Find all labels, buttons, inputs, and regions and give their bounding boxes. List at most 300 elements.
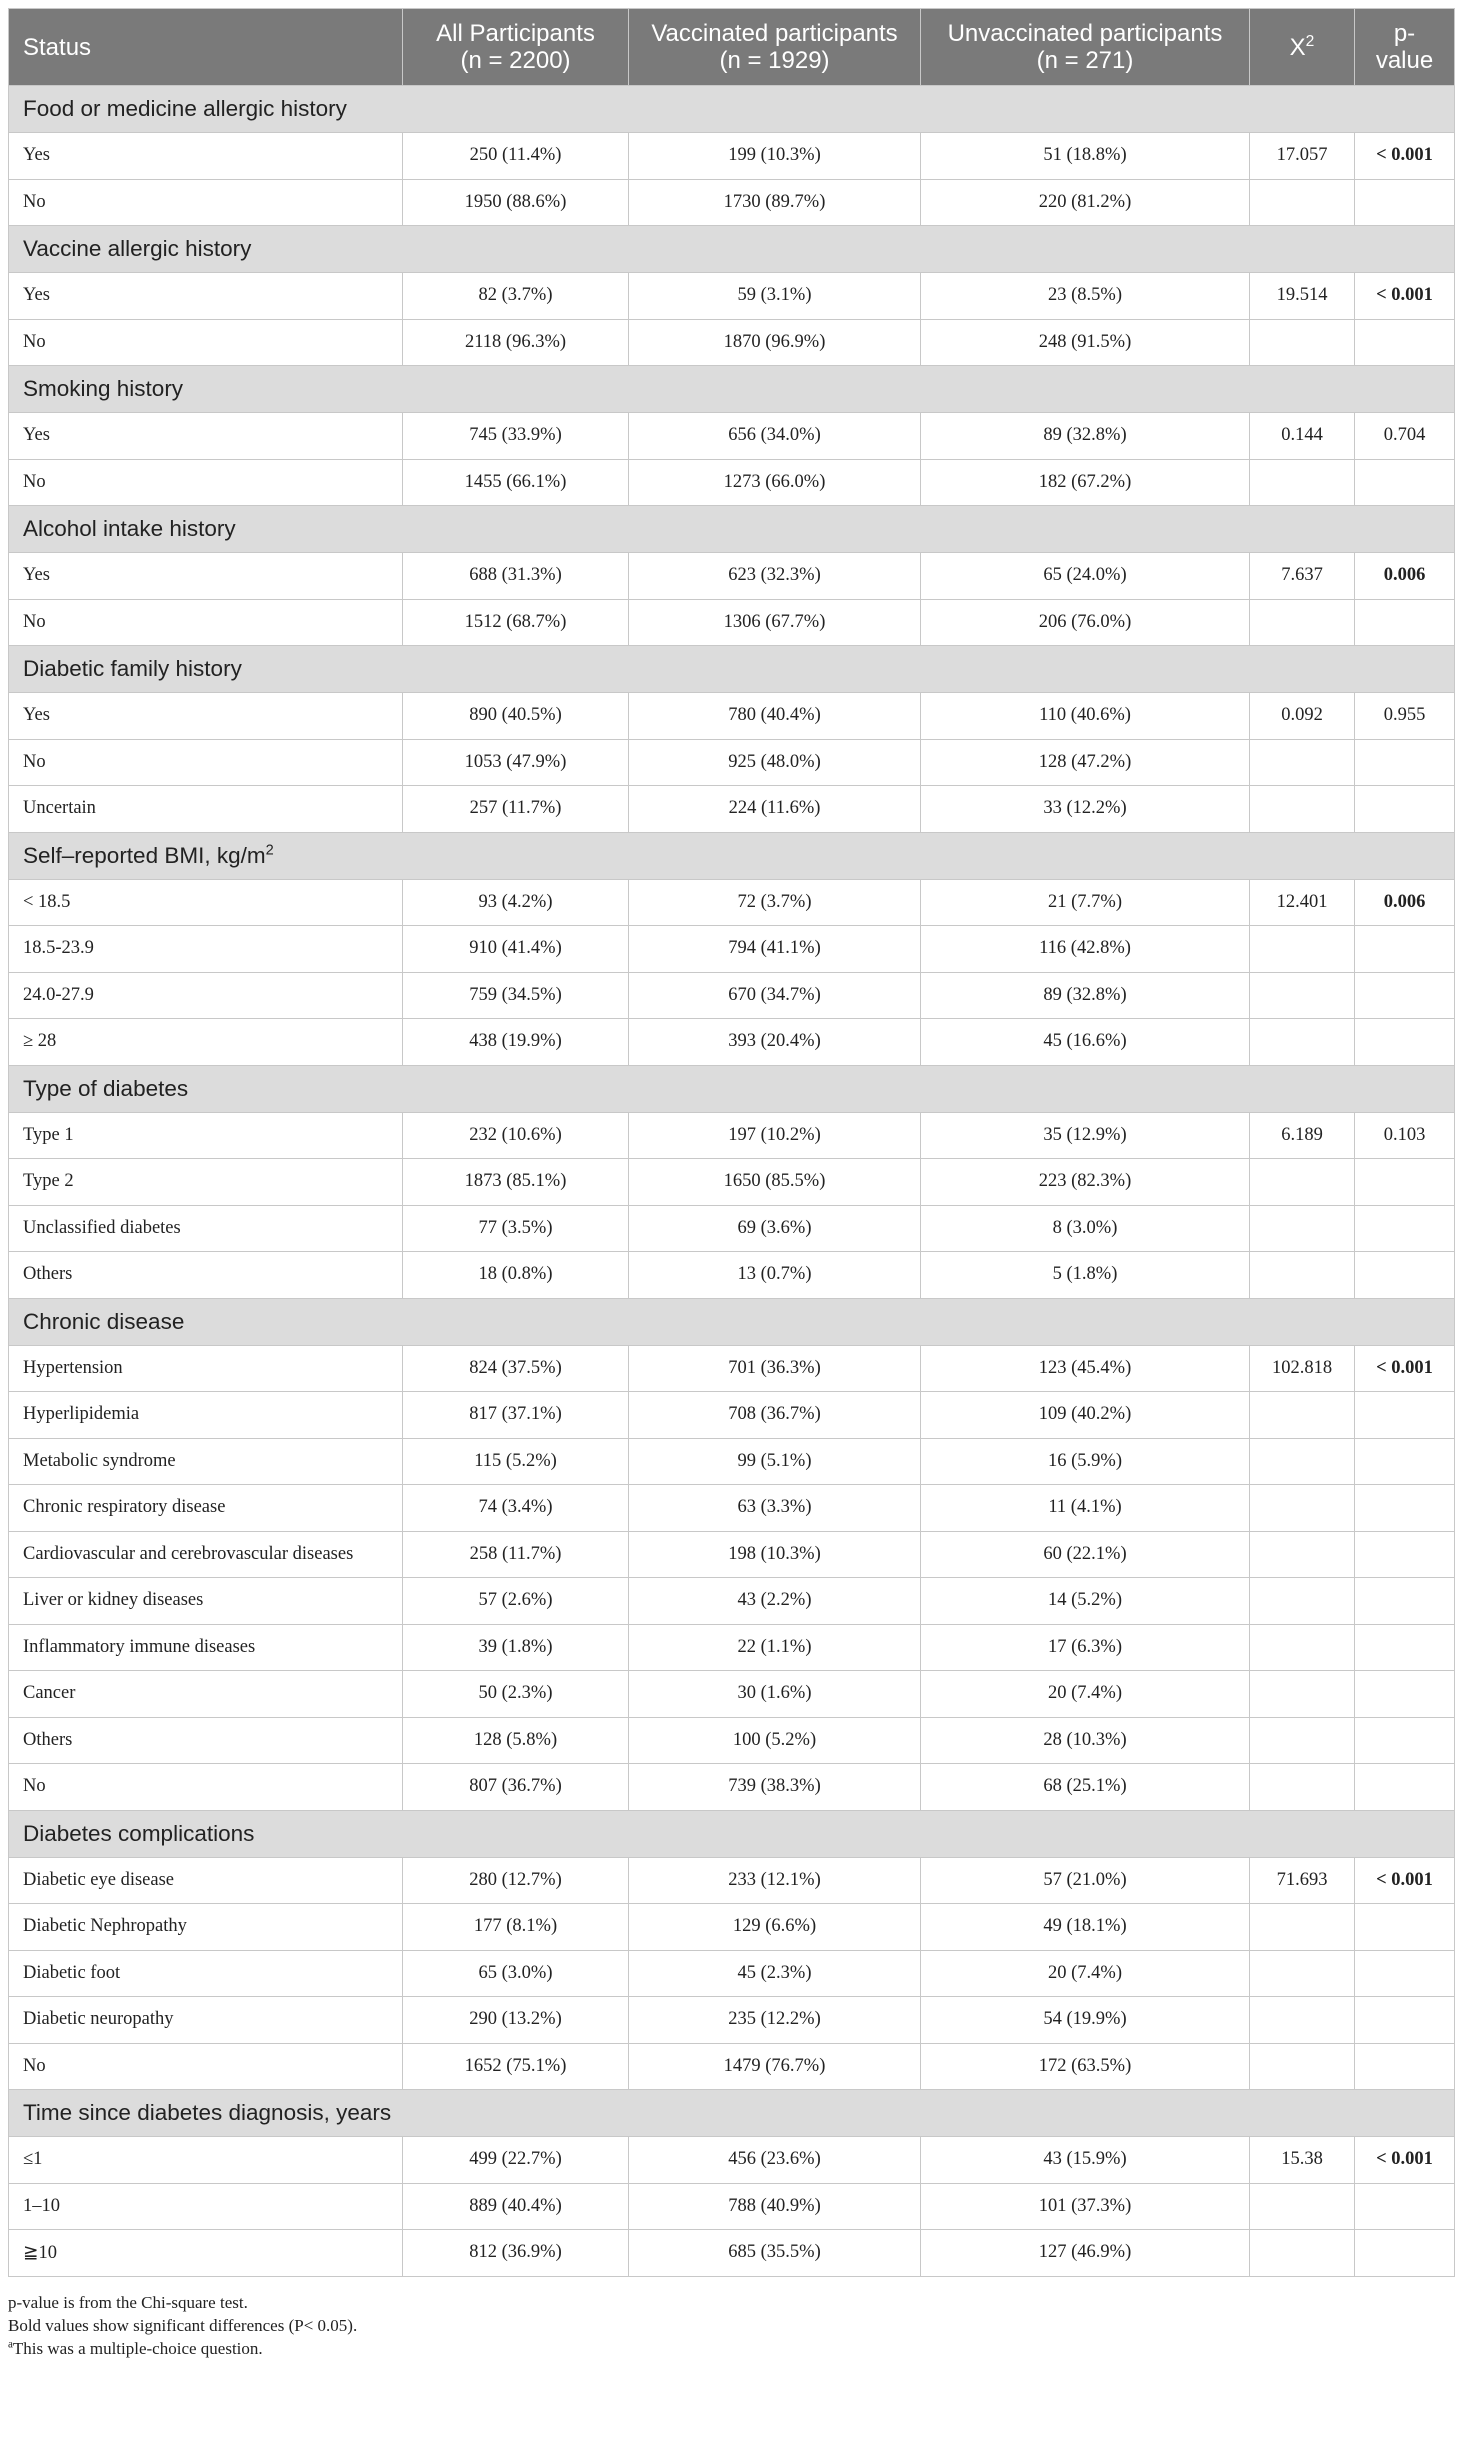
row-label: Cardiovascular and cerebrovascular diseases bbox=[9, 1531, 403, 1578]
cell-unvaccinated: 206 (76.0%) bbox=[921, 599, 1250, 646]
table-body bbox=[9, 86, 1455, 2277]
header-all-participants bbox=[403, 9, 629, 86]
cell-vaccinated: 43 (2.2%) bbox=[629, 1578, 921, 1625]
group-title-text: Self–reported BMI, kg/m bbox=[23, 842, 266, 868]
header-vacc-n: (n = 1929) bbox=[719, 47, 830, 74]
footnote-multiple-choice bbox=[8, 2337, 1454, 2360]
cell-unvaccinated: 248 (91.5%) bbox=[921, 319, 1250, 366]
cell-all-participants: 910 (41.4%) bbox=[403, 926, 629, 973]
row-label: Cancer bbox=[9, 1671, 403, 1718]
table-container bbox=[8, 8, 1454, 2360]
cell-p-value bbox=[1355, 179, 1455, 226]
cell-unvaccinated: 23 (8.5%) bbox=[921, 273, 1250, 320]
cell-chi-square bbox=[1250, 1671, 1355, 1718]
cell-p-value bbox=[1355, 1997, 1455, 2044]
cell-vaccinated: 670 (34.7%) bbox=[629, 972, 921, 1019]
cell-all-participants: 18 (0.8%) bbox=[403, 1252, 629, 1299]
cell-vaccinated: 1730 (89.7%) bbox=[629, 179, 921, 226]
table-row bbox=[9, 2230, 1455, 2277]
cell-unvaccinated: 35 (12.9%) bbox=[921, 1112, 1250, 1159]
cell-vaccinated: 45 (2.3%) bbox=[629, 1950, 921, 1997]
cell-p-value bbox=[1355, 1764, 1455, 1811]
row-label: Yes bbox=[9, 413, 403, 460]
cell-all-participants: 257 (11.7%) bbox=[403, 786, 629, 833]
group-header-row bbox=[9, 86, 1455, 133]
cell-vaccinated: 197 (10.2%) bbox=[629, 1112, 921, 1159]
row-label: Type 2 bbox=[9, 1159, 403, 1206]
cell-vaccinated: 13 (0.7%) bbox=[629, 1252, 921, 1299]
table-row bbox=[9, 2137, 1455, 2184]
table-row bbox=[9, 1857, 1455, 1904]
row-label: < 18.5 bbox=[9, 879, 403, 926]
row-label: 24.0-27.9 bbox=[9, 972, 403, 1019]
row-label: Metabolic syndrome bbox=[9, 1438, 403, 1485]
cell-all-participants: 889 (40.4%) bbox=[403, 2183, 629, 2230]
group-title-text: Vaccine allergic history bbox=[23, 236, 252, 261]
header-unvaccinated bbox=[921, 9, 1250, 86]
cell-chi-square bbox=[1250, 1205, 1355, 1252]
cell-all-participants: 1652 (75.1%) bbox=[403, 2043, 629, 2090]
table-row bbox=[9, 1392, 1455, 1439]
cell-chi-square bbox=[1250, 1252, 1355, 1299]
cell-chi-square bbox=[1250, 2043, 1355, 2090]
cell-chi-square bbox=[1250, 1997, 1355, 2044]
table-row bbox=[9, 1950, 1455, 1997]
footnote-marker: a bbox=[8, 2337, 13, 2350]
cell-all-participants: 1873 (85.1%) bbox=[403, 1159, 629, 1206]
header-vacc-label: Vaccinated participants bbox=[651, 20, 898, 47]
cell-chi-square bbox=[1250, 972, 1355, 1019]
cell-p-value: 0.006 bbox=[1355, 879, 1455, 926]
row-label: No bbox=[9, 739, 403, 786]
table-row bbox=[9, 1997, 1455, 2044]
cell-vaccinated: 780 (40.4%) bbox=[629, 693, 921, 740]
cell-all-participants: 65 (3.0%) bbox=[403, 1950, 629, 1997]
cell-chi-square bbox=[1250, 1531, 1355, 1578]
footnote-test: p-value is from the Chi-square test. bbox=[8, 2292, 248, 2312]
cell-p-value bbox=[1355, 1950, 1455, 1997]
group-title-text: Alcohol intake history bbox=[23, 516, 236, 541]
cell-unvaccinated: 172 (63.5%) bbox=[921, 2043, 1250, 2090]
cell-vaccinated: 701 (36.3%) bbox=[629, 1345, 921, 1392]
group-header-row bbox=[9, 366, 1455, 413]
cell-p-value bbox=[1355, 319, 1455, 366]
cell-p-value: 0.103 bbox=[1355, 1112, 1455, 1159]
row-label: No bbox=[9, 459, 403, 506]
cell-all-participants: 817 (37.1%) bbox=[403, 1392, 629, 1439]
cell-p-value bbox=[1355, 1392, 1455, 1439]
cell-vaccinated: 1306 (67.7%) bbox=[629, 599, 921, 646]
cell-chi-square bbox=[1250, 1624, 1355, 1671]
cell-all-participants: 39 (1.8%) bbox=[403, 1624, 629, 1671]
cell-vaccinated: 739 (38.3%) bbox=[629, 1764, 921, 1811]
group-header-row bbox=[9, 1810, 1455, 1857]
group-title-text: Smoking history bbox=[23, 376, 184, 401]
cell-unvaccinated: 128 (47.2%) bbox=[921, 739, 1250, 786]
row-label: Chronic respiratory disease bbox=[9, 1485, 403, 1532]
cell-chi-square bbox=[1250, 2183, 1355, 2230]
cell-chi-square bbox=[1250, 1764, 1355, 1811]
cell-p-value: < 0.001 bbox=[1355, 133, 1455, 180]
cell-all-participants: 807 (36.7%) bbox=[403, 1764, 629, 1811]
table-row bbox=[9, 1671, 1455, 1718]
row-label: Unclassified diabetes bbox=[9, 1205, 403, 1252]
cell-p-value bbox=[1355, 1159, 1455, 1206]
table-row bbox=[9, 1159, 1455, 1206]
cell-vaccinated: 1273 (66.0%) bbox=[629, 459, 921, 506]
cell-unvaccinated: 116 (42.8%) bbox=[921, 926, 1250, 973]
cell-vaccinated: 22 (1.1%) bbox=[629, 1624, 921, 1671]
cell-p-value: 0.955 bbox=[1355, 693, 1455, 740]
cell-all-participants: 77 (3.5%) bbox=[403, 1205, 629, 1252]
group-header-row bbox=[9, 1298, 1455, 1345]
cell-chi-square: 102.818 bbox=[1250, 1345, 1355, 1392]
cell-all-participants: 688 (31.3%) bbox=[403, 553, 629, 600]
row-label: Diabetic eye disease bbox=[9, 1857, 403, 1904]
cell-all-participants: 128 (5.8%) bbox=[403, 1717, 629, 1764]
cell-p-value: < 0.001 bbox=[1355, 1345, 1455, 1392]
table-row bbox=[9, 1578, 1455, 1625]
row-label: 18.5-23.9 bbox=[9, 926, 403, 973]
cell-vaccinated: 925 (48.0%) bbox=[629, 739, 921, 786]
row-label: Diabetic Nephropathy bbox=[9, 1904, 403, 1951]
cell-vaccinated: 456 (23.6%) bbox=[629, 2137, 921, 2184]
cell-unvaccinated: 109 (40.2%) bbox=[921, 1392, 1250, 1439]
row-label: No bbox=[9, 319, 403, 366]
cell-all-participants: 280 (12.7%) bbox=[403, 1857, 629, 1904]
group-title-text: Food or medicine allergic history bbox=[23, 96, 347, 121]
cell-all-participants: 759 (34.5%) bbox=[403, 972, 629, 1019]
cell-chi-square bbox=[1250, 319, 1355, 366]
table-row bbox=[9, 786, 1455, 833]
cell-unvaccinated: 51 (18.8%) bbox=[921, 133, 1250, 180]
cell-p-value bbox=[1355, 972, 1455, 1019]
table-row bbox=[9, 553, 1455, 600]
group-title bbox=[9, 832, 1455, 879]
cell-p-value bbox=[1355, 1252, 1455, 1299]
cell-vaccinated: 393 (20.4%) bbox=[629, 1019, 921, 1066]
table-row bbox=[9, 1252, 1455, 1299]
cell-p-value bbox=[1355, 1438, 1455, 1485]
header-all-n: (n = 2200) bbox=[460, 47, 571, 74]
cell-vaccinated: 99 (5.1%) bbox=[629, 1438, 921, 1485]
cell-vaccinated: 233 (12.1%) bbox=[629, 1857, 921, 1904]
group-title bbox=[9, 1298, 1455, 1345]
table-row bbox=[9, 1485, 1455, 1532]
header-chi-sup: 2 bbox=[1305, 32, 1315, 50]
cell-p-value bbox=[1355, 1578, 1455, 1625]
group-title-text: Type of diabetes bbox=[23, 1075, 189, 1101]
row-label: Yes bbox=[9, 273, 403, 320]
cell-unvaccinated: 28 (10.3%) bbox=[921, 1717, 1250, 1764]
table-row bbox=[9, 1112, 1455, 1159]
cell-vaccinated: 656 (34.0%) bbox=[629, 413, 921, 460]
cell-vaccinated: 1650 (85.5%) bbox=[629, 1159, 921, 1206]
cell-chi-square bbox=[1250, 926, 1355, 973]
cell-p-value bbox=[1355, 1205, 1455, 1252]
header-row bbox=[9, 9, 1455, 86]
cell-all-participants: 258 (11.7%) bbox=[403, 1531, 629, 1578]
cell-unvaccinated: 14 (5.2%) bbox=[921, 1578, 1250, 1625]
cell-chi-square bbox=[1250, 1159, 1355, 1206]
table-row bbox=[9, 179, 1455, 226]
table-row bbox=[9, 926, 1455, 973]
cell-p-value bbox=[1355, 1904, 1455, 1951]
cell-chi-square bbox=[1250, 1019, 1355, 1066]
table-row bbox=[9, 1205, 1455, 1252]
group-header-row bbox=[9, 832, 1455, 879]
cell-unvaccinated: 89 (32.8%) bbox=[921, 972, 1250, 1019]
row-label: Inflammatory immune diseases bbox=[9, 1624, 403, 1671]
cell-unvaccinated: 54 (19.9%) bbox=[921, 1997, 1250, 2044]
cell-chi-square: 7.637 bbox=[1250, 553, 1355, 600]
cell-all-participants: 745 (33.9%) bbox=[403, 413, 629, 460]
table-row bbox=[9, 2183, 1455, 2230]
cell-vaccinated: 129 (6.6%) bbox=[629, 1904, 921, 1951]
table-row bbox=[9, 1019, 1455, 1066]
row-label: Type 1 bbox=[9, 1112, 403, 1159]
group-header-row bbox=[9, 646, 1455, 693]
cell-all-participants: 177 (8.1%) bbox=[403, 1904, 629, 1951]
cell-chi-square: 19.514 bbox=[1250, 273, 1355, 320]
cell-chi-square bbox=[1250, 1392, 1355, 1439]
cell-unvaccinated: 60 (22.1%) bbox=[921, 1531, 1250, 1578]
group-header-row bbox=[9, 2090, 1455, 2137]
cell-unvaccinated: 89 (32.8%) bbox=[921, 413, 1250, 460]
header-all-label: All Participants bbox=[436, 20, 595, 47]
header-unvacc-label: Unvaccinated participants bbox=[947, 20, 1223, 47]
table-row bbox=[9, 1624, 1455, 1671]
group-title-text: Time since diabetes diagnosis, years bbox=[23, 2100, 392, 2125]
row-label: No bbox=[9, 2043, 403, 2090]
cell-chi-square: 12.401 bbox=[1250, 879, 1355, 926]
cell-vaccinated: 100 (5.2%) bbox=[629, 1717, 921, 1764]
cell-vaccinated: 708 (36.7%) bbox=[629, 1392, 921, 1439]
cell-chi-square bbox=[1250, 599, 1355, 646]
group-header-row bbox=[9, 226, 1455, 273]
cell-all-participants: 250 (11.4%) bbox=[403, 133, 629, 180]
cell-p-value bbox=[1355, 2183, 1455, 2230]
cell-p-value bbox=[1355, 1624, 1455, 1671]
cell-all-participants: 438 (19.9%) bbox=[403, 1019, 629, 1066]
table-row bbox=[9, 1764, 1455, 1811]
row-label: Yes bbox=[9, 133, 403, 180]
cell-all-participants: 290 (13.2%) bbox=[403, 1997, 629, 2044]
table-row bbox=[9, 879, 1455, 926]
row-label: No bbox=[9, 1764, 403, 1811]
cell-unvaccinated: 127 (46.9%) bbox=[921, 2230, 1250, 2277]
cell-unvaccinated: 5 (1.8%) bbox=[921, 1252, 1250, 1299]
cell-unvaccinated: 220 (81.2%) bbox=[921, 179, 1250, 226]
cell-vaccinated: 63 (3.3%) bbox=[629, 1485, 921, 1532]
cell-p-value bbox=[1355, 786, 1455, 833]
row-label: Uncertain bbox=[9, 786, 403, 833]
cell-all-participants: 1950 (88.6%) bbox=[403, 179, 629, 226]
cell-p-value: 0.704 bbox=[1355, 413, 1455, 460]
cell-chi-square bbox=[1250, 786, 1355, 833]
cell-unvaccinated: 223 (82.3%) bbox=[921, 1159, 1250, 1206]
cell-vaccinated: 1870 (96.9%) bbox=[629, 319, 921, 366]
cell-vaccinated: 199 (10.3%) bbox=[629, 133, 921, 180]
table-row bbox=[9, 1717, 1455, 1764]
cell-all-participants: 890 (40.5%) bbox=[403, 693, 629, 740]
footnote-multiple-choice-text: This was a multiple-choice question. bbox=[12, 2338, 263, 2358]
row-label: Yes bbox=[9, 693, 403, 740]
cell-vaccinated: 1479 (76.7%) bbox=[629, 2043, 921, 2090]
cell-all-participants: 1455 (66.1%) bbox=[403, 459, 629, 506]
cell-all-participants: 499 (22.7%) bbox=[403, 2137, 629, 2184]
table-row bbox=[9, 1345, 1455, 1392]
cell-chi-square: 6.189 bbox=[1250, 1112, 1355, 1159]
cell-all-participants: 812 (36.9%) bbox=[403, 2230, 629, 2277]
cell-chi-square: 0.092 bbox=[1250, 693, 1355, 740]
header-chi-square bbox=[1250, 9, 1355, 86]
cell-all-participants: 82 (3.7%) bbox=[403, 273, 629, 320]
group-title bbox=[9, 1065, 1455, 1112]
cell-unvaccinated: 123 (45.4%) bbox=[921, 1345, 1250, 1392]
cell-unvaccinated: 49 (18.1%) bbox=[921, 1904, 1250, 1951]
cell-all-participants: 57 (2.6%) bbox=[403, 1578, 629, 1625]
table-row bbox=[9, 413, 1455, 460]
cell-unvaccinated: 43 (15.9%) bbox=[921, 2137, 1250, 2184]
cell-unvaccinated: 110 (40.6%) bbox=[921, 693, 1250, 740]
table-row bbox=[9, 319, 1455, 366]
row-label: Hyperlipidemia bbox=[9, 1392, 403, 1439]
cell-p-value bbox=[1355, 1019, 1455, 1066]
cell-vaccinated: 198 (10.3%) bbox=[629, 1531, 921, 1578]
group-title bbox=[9, 226, 1455, 273]
cell-vaccinated: 224 (11.6%) bbox=[629, 786, 921, 833]
table-row bbox=[9, 133, 1455, 180]
cell-chi-square bbox=[1250, 459, 1355, 506]
cell-unvaccinated: 20 (7.4%) bbox=[921, 1950, 1250, 1997]
group-title-sup: 2 bbox=[265, 842, 274, 858]
table-row bbox=[9, 972, 1455, 1019]
cell-p-value bbox=[1355, 459, 1455, 506]
cell-chi-square bbox=[1250, 1950, 1355, 1997]
cell-unvaccinated: 11 (4.1%) bbox=[921, 1485, 1250, 1532]
group-title bbox=[9, 646, 1455, 693]
group-title-text: Diabetic family history bbox=[23, 656, 242, 681]
cell-p-value: < 0.001 bbox=[1355, 273, 1455, 320]
cell-chi-square: 17.057 bbox=[1250, 133, 1355, 180]
cell-chi-square bbox=[1250, 1578, 1355, 1625]
group-title bbox=[9, 506, 1455, 553]
footnote-bold: Bold values show significant differences (P< 0.05). bbox=[8, 2315, 358, 2335]
table-row bbox=[9, 1531, 1455, 1578]
cell-unvaccinated: 65 (24.0%) bbox=[921, 553, 1250, 600]
group-title-text: Diabetes complications bbox=[23, 1820, 255, 1846]
cell-chi-square bbox=[1250, 1904, 1355, 1951]
header-status: Status bbox=[9, 9, 403, 86]
row-label: Diabetic neuropathy bbox=[9, 1997, 403, 2044]
cell-p-value bbox=[1355, 2230, 1455, 2277]
cell-all-participants: 74 (3.4%) bbox=[403, 1485, 629, 1532]
group-header-row bbox=[9, 1065, 1455, 1112]
header-vaccinated bbox=[629, 9, 921, 86]
cell-all-participants: 93 (4.2%) bbox=[403, 879, 629, 926]
cell-chi-square bbox=[1250, 179, 1355, 226]
cell-unvaccinated: 45 (16.6%) bbox=[921, 1019, 1250, 1066]
cell-p-value bbox=[1355, 926, 1455, 973]
cell-p-value: 0.006 bbox=[1355, 553, 1455, 600]
cell-chi-square bbox=[1250, 1485, 1355, 1532]
cell-p-value bbox=[1355, 1485, 1455, 1532]
cell-p-value bbox=[1355, 1717, 1455, 1764]
group-title bbox=[9, 2090, 1455, 2137]
cell-unvaccinated: 182 (67.2%) bbox=[921, 459, 1250, 506]
table-row bbox=[9, 739, 1455, 786]
cell-chi-square: 71.693 bbox=[1250, 1857, 1355, 1904]
table-row bbox=[9, 273, 1455, 320]
cell-vaccinated: 59 (3.1%) bbox=[629, 273, 921, 320]
cell-all-participants: 824 (37.5%) bbox=[403, 1345, 629, 1392]
cell-all-participants: 2118 (96.3%) bbox=[403, 319, 629, 366]
row-label: No bbox=[9, 599, 403, 646]
cell-unvaccinated: 101 (37.3%) bbox=[921, 2183, 1250, 2230]
cell-p-value bbox=[1355, 2043, 1455, 2090]
header-p-value: p-value bbox=[1355, 9, 1455, 86]
cell-p-value bbox=[1355, 599, 1455, 646]
header-chi-base: X bbox=[1289, 33, 1306, 61]
cell-chi-square bbox=[1250, 1717, 1355, 1764]
cell-chi-square: 0.144 bbox=[1250, 413, 1355, 460]
cell-vaccinated: 30 (1.6%) bbox=[629, 1671, 921, 1718]
cell-p-value bbox=[1355, 1531, 1455, 1578]
cell-vaccinated: 72 (3.7%) bbox=[629, 879, 921, 926]
cell-vaccinated: 69 (3.6%) bbox=[629, 1205, 921, 1252]
table-row bbox=[9, 599, 1455, 646]
row-label: 1–10 bbox=[9, 2183, 403, 2230]
cell-unvaccinated: 21 (7.7%) bbox=[921, 879, 1250, 926]
cell-chi-square bbox=[1250, 739, 1355, 786]
cell-all-participants: 115 (5.2%) bbox=[403, 1438, 629, 1485]
cell-unvaccinated: 20 (7.4%) bbox=[921, 1671, 1250, 1718]
group-title-text: Chronic disease bbox=[23, 1308, 185, 1334]
group-title bbox=[9, 1810, 1455, 1857]
cell-p-value: < 0.001 bbox=[1355, 1857, 1455, 1904]
cell-chi-square bbox=[1250, 2230, 1355, 2277]
row-label: ≤1 bbox=[9, 2137, 403, 2184]
footnotes bbox=[8, 2291, 1454, 2360]
group-title bbox=[9, 366, 1455, 413]
row-label: No bbox=[9, 179, 403, 226]
cell-unvaccinated: 16 (5.9%) bbox=[921, 1438, 1250, 1485]
row-label: Others bbox=[9, 1252, 403, 1299]
cell-p-value bbox=[1355, 739, 1455, 786]
table-row bbox=[9, 2043, 1455, 2090]
row-label: Diabetic foot bbox=[9, 1950, 403, 1997]
group-title bbox=[9, 86, 1455, 133]
row-label: ≧10 bbox=[9, 2230, 403, 2277]
cell-all-participants: 232 (10.6%) bbox=[403, 1112, 629, 1159]
cell-vaccinated: 623 (32.3%) bbox=[629, 553, 921, 600]
row-label: Liver or kidney diseases bbox=[9, 1578, 403, 1625]
cell-vaccinated: 235 (12.2%) bbox=[629, 1997, 921, 2044]
cell-unvaccinated: 17 (6.3%) bbox=[921, 1624, 1250, 1671]
cell-all-participants: 1053 (47.9%) bbox=[403, 739, 629, 786]
group-header-row bbox=[9, 506, 1455, 553]
row-label: ≥ 28 bbox=[9, 1019, 403, 1066]
row-label: Yes bbox=[9, 553, 403, 600]
cell-unvaccinated: 8 (3.0%) bbox=[921, 1205, 1250, 1252]
cell-vaccinated: 788 (40.9%) bbox=[629, 2183, 921, 2230]
cell-all-participants: 1512 (68.7%) bbox=[403, 599, 629, 646]
cell-unvaccinated: 68 (25.1%) bbox=[921, 1764, 1250, 1811]
cell-all-participants: 50 (2.3%) bbox=[403, 1671, 629, 1718]
cell-p-value: < 0.001 bbox=[1355, 2137, 1455, 2184]
cell-p-value bbox=[1355, 1671, 1455, 1718]
